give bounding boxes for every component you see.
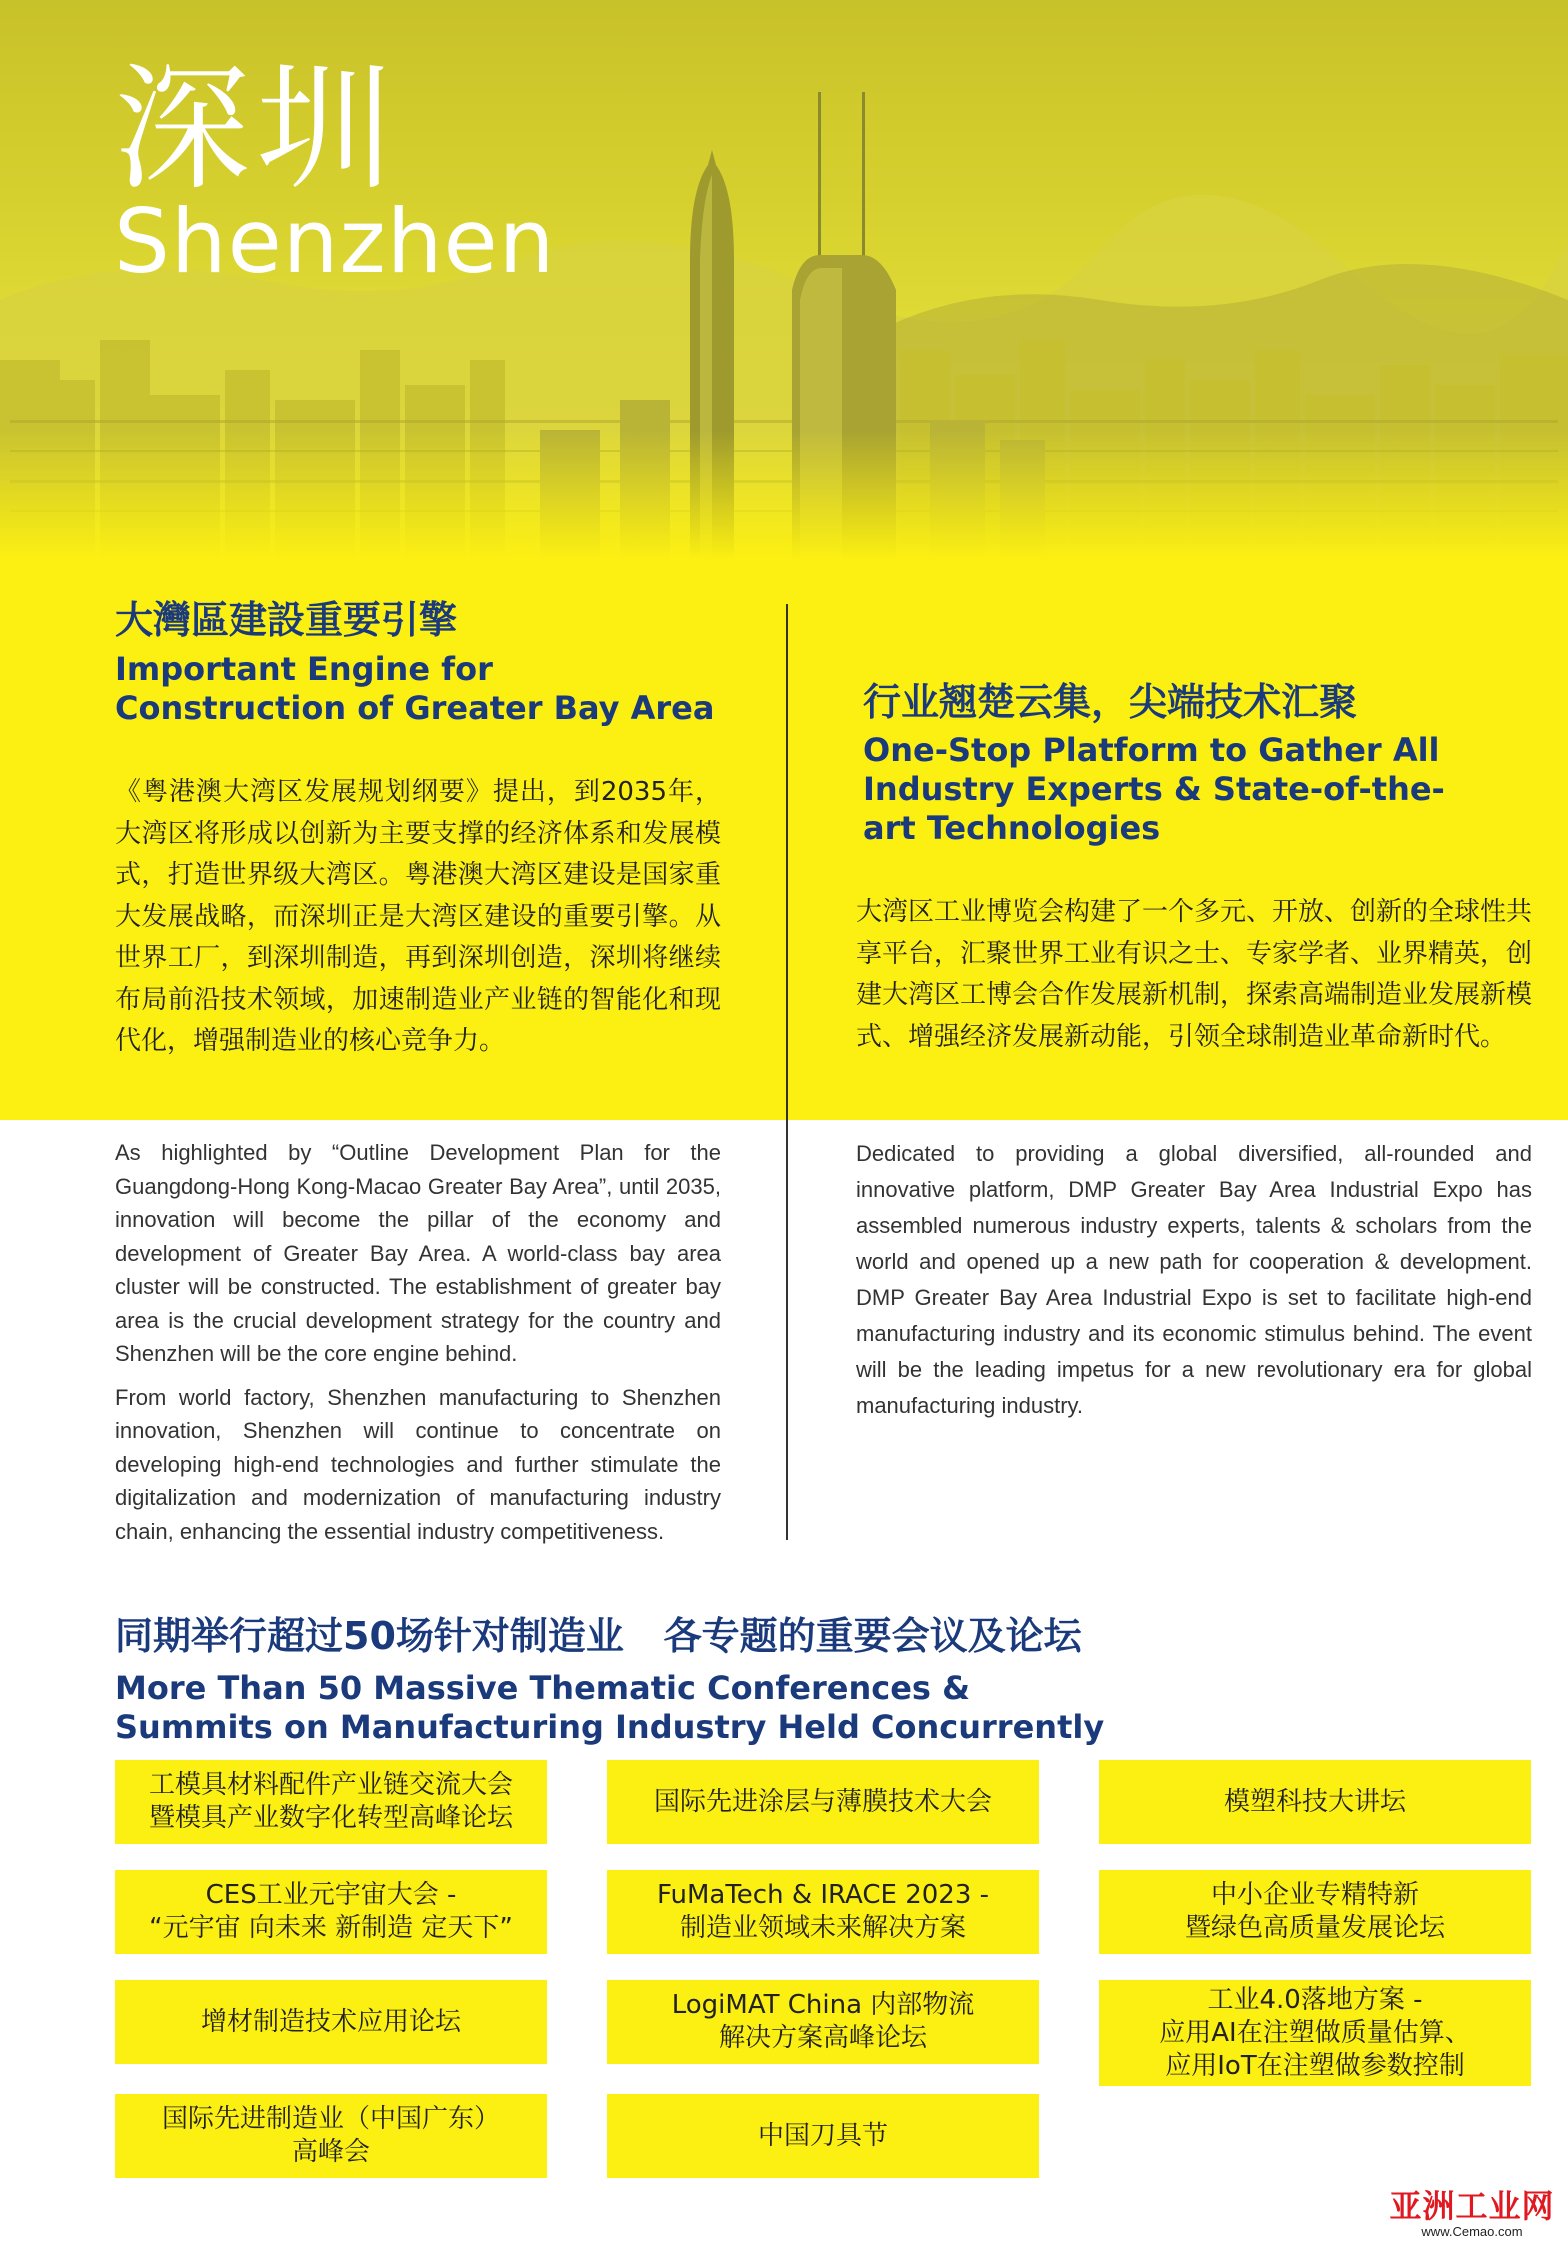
- watermark-url: www.Cemao.com: [1421, 2224, 1523, 2239]
- left-body-en: [115, 1136, 721, 1558]
- conference-item: 工业4.0落地方案 - 应用AI在注塑做质量估算、 应用IoT在注塑做参数控制: [1099, 1980, 1531, 2086]
- left-body-en-para-1: As highlighted by “Outline Development Plan for the Guangdong-Hong Kong-Macao Greater Bay Area”, until 2035, innovation will become the pillar of the economy and development of Greater Bay Area. A world-class bay area cluster will be constructed. The establishment of greater bay area is the crucial development strategy for the country and Shenzhen will be the core engine behind.: [115, 1140, 721, 1366]
- hero-banner: [0, 0, 1568, 560]
- conference-item: 中国刀具节: [607, 2094, 1039, 2178]
- right-heading-en: One-Stop Platform to Gather All Industry Experts & State-of-the-art Technologies: [863, 731, 1445, 847]
- conference-item: 国际先进制造业（中国广东） 高峰会: [115, 2094, 547, 2178]
- conference-grid: [115, 1760, 1531, 2188]
- conference-item: 模塑科技大讲坛: [1099, 1760, 1531, 1844]
- right-body-en: Dedicated to providing a global diversified, all-rounded and innovative platform, DMP Greater Bay Area Industrial Expo has assembled numerous industry experts, talents & scholars from the world and opened up a new path for cooperation & development. DMP Greater Bay Area Industrial Expo is set to facilitate high-end manufacturing industry and its economic stimulus behind. The event will be the leading impetus for a new revolutionary era for global manufacturing industry.: [856, 1141, 1532, 1418]
- left-heading-cn: 大灣區建設重要引擎: [115, 598, 458, 642]
- hero-title-en: Shenzhen: [114, 190, 556, 293]
- column-divider: [786, 604, 788, 1540]
- watermark-logo: [1376, 2188, 1568, 2245]
- conferences-heading-cn: 同期举行超过50场针对制造业 各专题的重要会议及论坛: [115, 1614, 1082, 1658]
- conferences-heading-en: More Than 50 Massive Thematic Conferences & Summits on Manufacturing Industry Held Concurrently: [115, 1669, 1105, 1746]
- hero-title-cn: 深圳: [114, 51, 398, 209]
- conference-item: 国际先进涂层与薄膜技术大会: [607, 1760, 1039, 1844]
- conference-item: 增材制造技术应用论坛: [115, 1980, 547, 2064]
- right-heading-cn: 行业翘楚云集，尖端技术汇聚: [863, 680, 1358, 724]
- conference-item: 工模具材料配件产业链交流大会 暨模具产业数字化转型高峰论坛: [115, 1760, 547, 1844]
- left-body-cn: 《粤港澳大湾区发展规划纲要》提出，到2035年，大湾区将形成以创新为主要支撑的经济体系和发展模式，打造世界级大湾区。粤港澳大湾区建设是国家重大发展战略，而深圳正是大湾区建设的重要引擎。从世界工厂，到深圳制造，再到深圳创造，深圳将继续布局前沿技术领域，加速制造业产业链的智能化和现代化，增强制造业的核心竞争力。: [115, 777, 721, 1056]
- conference-item: FuMaTech & IRACE 2023 - 制造业领域未来解决方案: [607, 1870, 1039, 1954]
- watermark-name: 亚洲工业网: [1389, 2187, 1555, 2225]
- left-body-en-para-2: From world factory, Shenzhen manufacturing to Shenzhen innovation, Shenzhen will continue to concentrate on developing high-end technologies and further stimulate the digitalization and modernization of manufacturing industry chain, enhancing the essential industry competitiveness.: [115, 1384, 721, 1544]
- conference-item: CES工业元宇宙大会 - “元宇宙 向未来 新制造 定天下”: [115, 1870, 547, 1954]
- conference-item: 中小企业专精特新 暨绿色高质量发展论坛: [1099, 1870, 1531, 1954]
- left-heading-en: Important Engine for Construction of Greater Bay Area: [115, 650, 715, 727]
- right-body-cn: 大湾区工业博览会构建了一个多元、开放、创新的全球性共享平台，汇聚世界工业有识之士、专家学者、业界精英，创建大湾区工博会合作发展新机制，探索高端制造业发展新模式、增强经济发展新动能，引领全球制造业革命新时代。: [856, 897, 1533, 1052]
- conference-item: LogiMAT China 内部物流 解决方案高峰论坛: [607, 1980, 1039, 2064]
